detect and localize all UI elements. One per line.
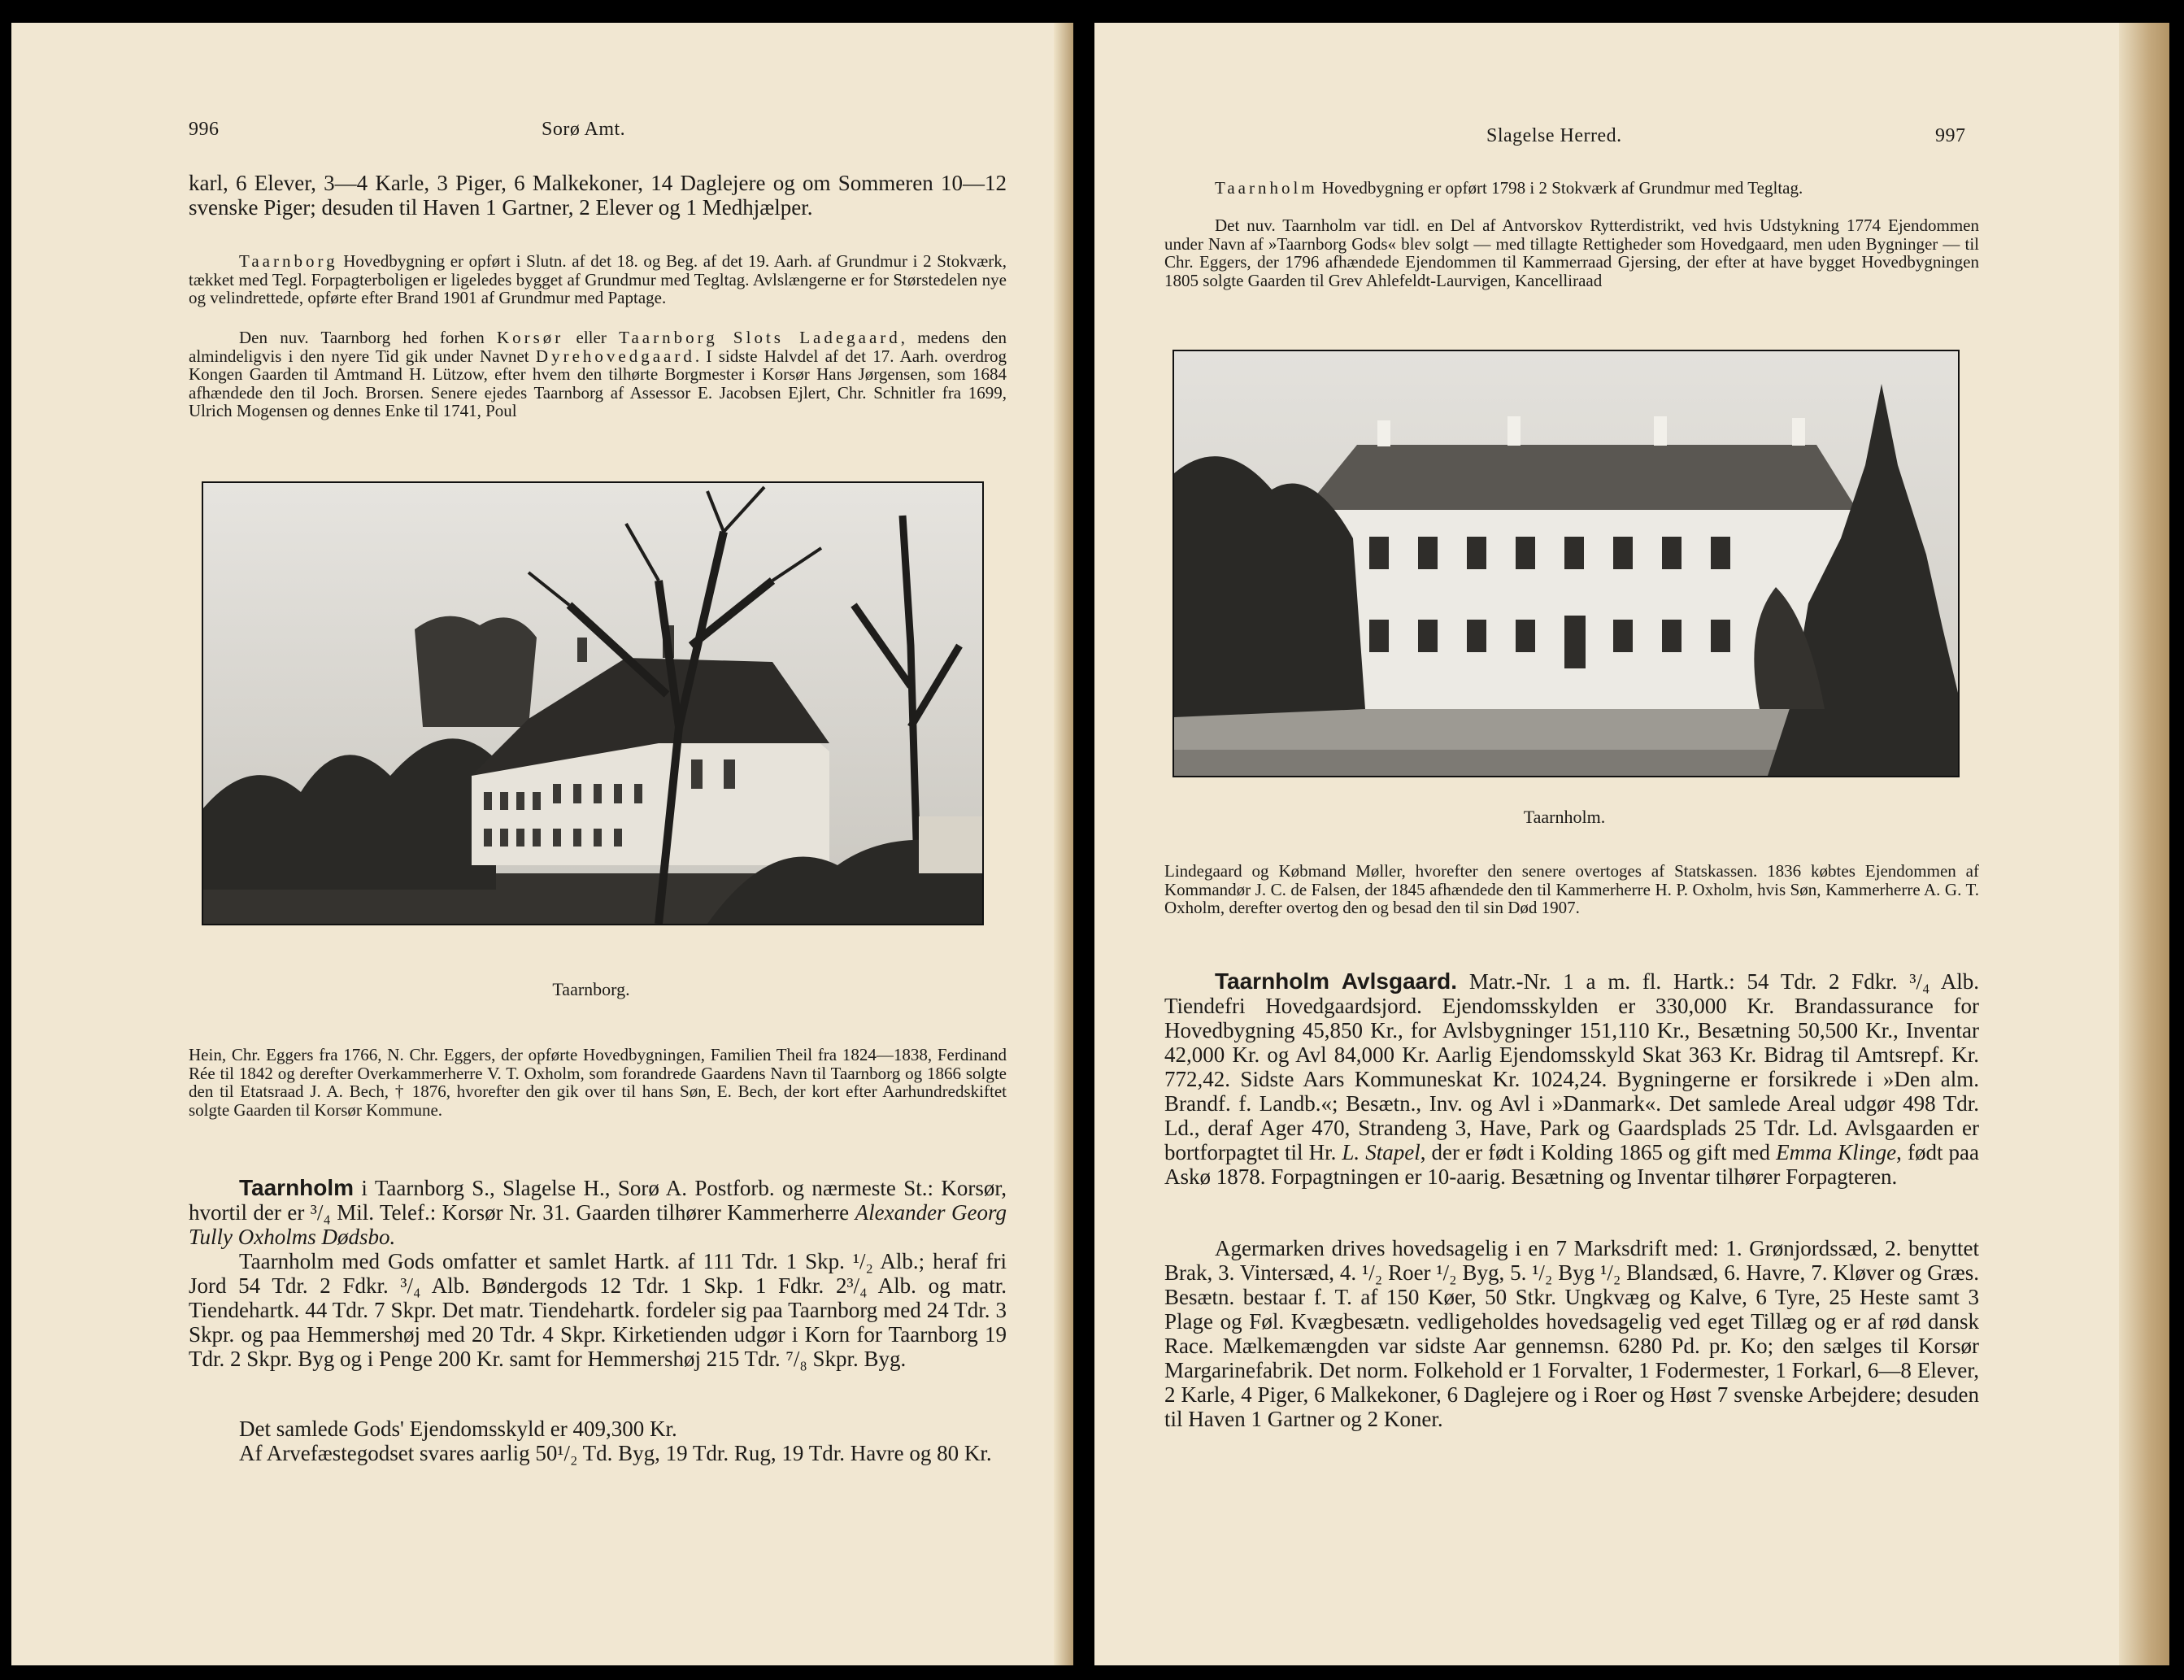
taarnholm-photo-image [1174,351,1958,776]
avlsgaard-text-c: , født paa Askø 1878. Forpagtningen er 10-aarig. Besætning og Inventar tilhører Forpagteren. [1164,1140,1979,1189]
taarnholm-history-paragraph: Det nuv. Taarnholm var tidl. en Del af Antvorskov Rytterdistrikt, ved hvis Udstykning 1774 Ejendommen under Navn af »Taarnborg Gods« blev solgt — med tillagte Rettigheder som Hovedgaard, men uden Bygninger — til Chr. Eggers, der 1796 afhændede Ejendommen til Kammerraad Gjersing, der efter at have bygget Hovedbygningen 1805 solgte Gaarden til Grev Ahlefeldt-Laurvigen, Kancelliraad [1164,215,1979,290]
taarnholm-entry [189,1176,1007,1249]
taarnholm-gods-paragraph: Taarnholm med Gods omfatter et samlet Hartk. af 111 Tdr. 1 Skp. ¹/₂ Alb.; heraf fri Jord 54 Tdr. 2 Fdkr. ³/₄ Alb. Bøndergods 12 Tdr. 1 Skp. 1 Fdkr. 2³/₄ Alb. og matr. Tiendehartk. 44 Tdr. 7 Skpr. Det matr. Tiendehartk. fordeler sig paa Taarnborg med 24 Tdr. 3 Skpr. og paa Hemmershøj med 20 Tdr. 4 Skpr. Kirketienden udgør i Korn for Taarnborg 19 Tdr. 2 Skpr. Byg og i Penge 200 Kr. samt for Hemmershøj 215 Tdr. ⁷/₈ Skpr. Byg. [189,1249,1007,1371]
history-text-d: . I sidste Halvdel af det 17. Aarh. overdrog Kongen Gaarden til Amtmand H. Lützow, efter hvem den tilhørte Borgmester i Korsør Hans Jørgensen, som 1684 afhændede den til Joch. Brorsen. Senere ejedes Taarnborg af Assessor E. Jacobsen Ejlert, Chr. Schnitler fra 1699, Ulrich Mogensen og dennes Enke til 1741, Poul [189,346,1007,421]
taarnborg-building-paragraph [189,252,1007,307]
taarnholm-entry-text: i Taarnborg S., Slagelse H., Sorø A. Postforb. og nærmeste St.: Korsør, hvortil der er ³/₄ Mil. Telef.: Korsør Nr. 31. Gaarden tilhører Kammerherre [189,1176,1007,1225]
taarnholm-photo [1172,350,1960,777]
avlsgaard-text-a: Matr.-Nr. 1 a m. fl. Hartk.: 54 Tdr. 2 Fdkr. ³/₄ Alb. Tiendefri Hovedgaardsjord. Ejendomsskylden er 330,000 Kr. Brandassurance for Hovedbygning 45,850 Kr., for Avlsbygninger 151,110 Kr., Besætning 50,500 Kr., Inventar 42,000 Kr. og Avl 84,000 Kr. Aarlig Ejendomsskyld Skat 363 Kr. Bidrag til Amtsrepf. Kr. 772,42. Sidste Aars Kommuneskat Kr. 1024,24. Bygningerne er forsikrede i »Den alm. Brandf. f. Landb.«; Besætn., Inv. og Avl i »Danmark«. Det samlede Areal udgør 498 Tdr. Ld., deraf Ager 470, Strandeng 3, Have, Park og Gaardsplads 25 Tdr. Ld. Avlsgaarden er bortforpagtet til Hr. [1164,969,1979,1164]
avlsgaard-wife: Emma Klinge [1776,1140,1897,1164]
intro-paragraph: karl, 6 Elever, 3—4 Karle, 3 Piger, 6 Malkekoner, 14 Daglejere og om Sommeren 10—12 svenske Piger; desuden til Haven 1 Gartner, 2 Elever og 1 Medhjælper. [189,171,1007,220]
taarnholm-owners-paragraph: Lindegaard og Købmand Møller, hvorefter den senere overtoges af Statskassen. 1836 købtes Ejendommen af Kommandør J. C. de Falsen, der 1845 afhændede den til Kammerherre H. P. Oxholm, hvis Søn, Kammerherre A. G. T. Oxholm, derefter overtog den og besad den til sin Død 1907. [1164,861,1979,918]
history-name-korsor: Korsør [496,328,564,347]
page-number: 996 [189,119,220,140]
page-number: 997 [1935,125,1966,146]
left-page-edge [1054,23,1073,1665]
history-text-b: eller [563,328,620,347]
running-head: Sorø Amt. [542,119,626,140]
taarnborg-history-paragraph [189,329,1007,420]
taarnholm-name: Taarnholm [1215,178,1318,198]
history-text-c: , medens den almindeligvis i den nyere Tid gik under Navnet [189,328,1007,366]
right-page [1094,23,2169,1665]
taarnborg-photo-image [203,483,982,924]
taarnholm-building-paragraph [1164,179,1979,198]
taarnborg-owners-paragraph: Hein, Chr. Eggers fra 1766, N. Chr. Eggers, der opførte Hovedbygningen, Familien Theil fra 1824—1838, Ferdinand Rée til 1842 og derefter Overkammerherre V. T. Oxholm, som forandrede Gaardens Navn til Taarnborg og 1866 solgte den til Etatsraad J. A. Bech, † 1876, hvorefter den gik over til hans Søn, E. Bech, der kort efter Aarhundredskiftet solgte Gaarden til Korsør Kommune. [189,1045,1007,1120]
taarnholm-building-text: Hovedbygning er opført 1798 i 2 Stokværk af Grundmur med Tegltag. [1317,178,1803,198]
taarnholm-entry-title: Taarnholm [239,1175,355,1200]
taarnholm-entry-owner: Alexander Georg Tully Oxholms Dødsbo. [189,1200,1007,1249]
taarnholm-avlsgaard-entry [1164,969,1979,1189]
left-page [11,23,1073,1665]
avlsgaard-tenant: L. Stapel [1342,1140,1420,1164]
taarnborg-name: Taarnborg [239,251,338,271]
right-page-edge [2119,23,2169,1665]
running-head: Slagelse Herred. [1486,125,1622,146]
history-name-dyrehovedgaard: Dyrehovedgaard [535,346,695,366]
history-text-a: Den nuv. Taarnborg hed forhen [239,328,497,347]
taarnborg-photo [202,481,984,925]
avlsgaard-text-b: , der er født i Kolding 1865 og gift med [1420,1140,1777,1164]
taarnborg-photo-caption: Taarnborg. [552,979,630,999]
history-name-slots: Taarnborg Slots Ladegaard [619,328,901,347]
taarnholm-avlsgaard-title: Taarnholm Avlsgaard. [1215,968,1458,994]
taarnholm-photo-caption: Taarnholm. [1523,807,1606,827]
book-gutter [1073,0,1094,1680]
arvefaeste-paragraph: Af Arvefæstegodset svares aarlig 50¹/₂ Td. Byg, 19 Tdr. Rug, 19 Tdr. Havre og 80 Kr. [239,1441,992,1465]
agermarken-paragraph: Agermarken drives hovedsagelig i en 7 Marksdrift med: 1. Grønjordssæd, 2. benyttet Brak, 3. Vintersæd, 4. ¹/₂ Roer ¹/₂ Byg, 5. ¹/₂ Byg ¹/₂ Blandsæd, 6. Havre, 7. Kløver og Græs. Besætn. bestaar f. T. af 150 Køer, 50 Stkr. Ungkvæg og Kalve, 6 Tyre, 25 Heste samt 3 Plage og Føl. Kvægbesætn. vedligeholdes hovedsagelig ved eget Tillæg og er af rød dansk Race. Mælkemængden var sidste Aar gennemsn. 6280 Pd. pr. Ko; den sælges til Korsør Margarinefabrik. Det norm. Folkehold er 1 Forvalter, 1 Fodermester, 1 Forkarl, 6—8 Elever, 2 Karle, 4 Piger, 6 Malkekoner, 6 Daglejere og i Roer og Høst 7 svenske Arbejdere; desuden til Haven 1 Gartner og 2 Koner. [1164,1236,1979,1431]
taarnborg-building-text: Hovedbygning er opført i Slutn. af det 18. og Beg. af det 19. Aarh. af Grundmur i 2 Stokværk, tækket med Tegl. Forpagterboligen er ligeledes bygget af Grundmur med Tegltag. Avlslængerne er for Størstedelen nye og velindrettede, opførte efter Brand 1901 af Grundmur med Paptage. [189,251,1007,308]
ejendomsskyld-paragraph: Det samlede Gods' Ejendomsskyld er 409,300 Kr. [239,1417,677,1441]
